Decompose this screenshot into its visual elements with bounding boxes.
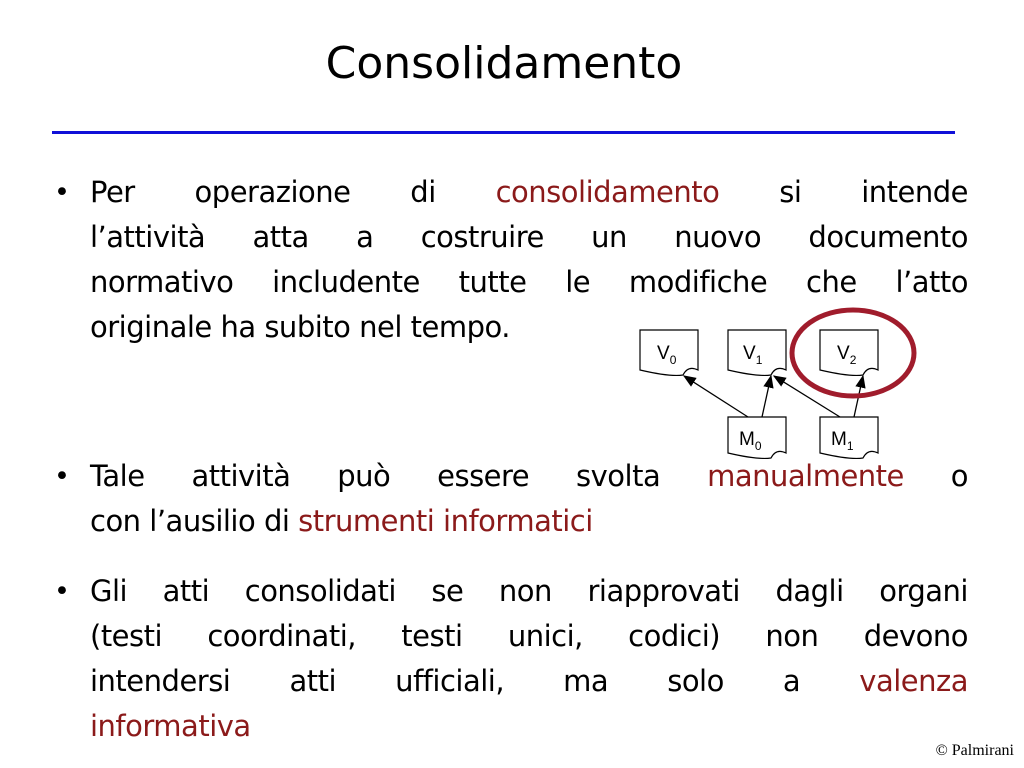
emphasis-valenza: valenza: [859, 664, 968, 698]
document-v2: [820, 330, 878, 375]
consolidation-diagram: [630, 305, 940, 465]
bullet-3-line-1: Gli atti consolidati se non riapprovati dagli organi: [90, 574, 968, 608]
document-v1: [728, 330, 786, 375]
v1-label: $V_1$: [743, 343, 763, 367]
bullet-1-line-1-end: si intende: [719, 175, 968, 209]
bullet-marker: •: [54, 461, 70, 492]
v2-label: $V_2$: [837, 343, 857, 367]
bullet-1-line-1: [90, 170, 968, 215]
arrow-m0-to-v0: [684, 376, 748, 417]
document-m1: [820, 417, 878, 458]
document-m0: [728, 417, 786, 458]
bullet-1-line-2: l’attività atta a costruire un nuovo documento: [90, 220, 968, 254]
bullet-marker: •: [54, 576, 70, 607]
bullet-2-text: [90, 454, 968, 544]
bullet-3-text: [90, 569, 968, 749]
bullet-3-line-3: [90, 659, 968, 704]
bullet-marker: •: [54, 177, 70, 208]
emphasis-informativa: informativa: [90, 709, 251, 743]
bullet-2-line-1-start: Tale attività può essere svolta: [90, 459, 708, 493]
bullet-2-line-1-end: o: [903, 459, 968, 493]
bullet-3-line-3-start: intendersi atti ufficiali, ma solo a: [90, 664, 860, 698]
m0-label: $M_0$: [739, 429, 762, 453]
bullet-3-line-4: [90, 704, 968, 749]
bullet-2-line-2-start: con l’ausilio di: [90, 504, 299, 538]
v0-label: $V_0$: [657, 343, 677, 367]
emphasis-strumenti-informatici: strumenti informatici: [298, 504, 593, 538]
slide-title: Consolidamento: [325, 38, 683, 89]
bullet-1-line-4: originale ha subito nel tempo.: [90, 310, 510, 344]
m1-label: $M_1$: [831, 429, 854, 453]
bullet-1-line-3: normativo includente tutte le modifiche che l’atto: [90, 265, 968, 299]
bullet-2-line-2: [90, 499, 968, 544]
arrow-m0-to-v1: [762, 376, 771, 417]
bullet-1-line-1-start: Per operazione di: [90, 175, 496, 209]
bullet-3-line-2: (testi coordinati, testi unici, codici) non devono: [90, 619, 968, 653]
copyright-notice: © Palmirani: [935, 742, 1014, 759]
emphasis-manualmente: manualmente: [707, 459, 904, 493]
emphasis-consolidamento: consolidamento: [495, 175, 720, 209]
document-v0: [640, 330, 698, 375]
title-underline: [52, 131, 955, 134]
